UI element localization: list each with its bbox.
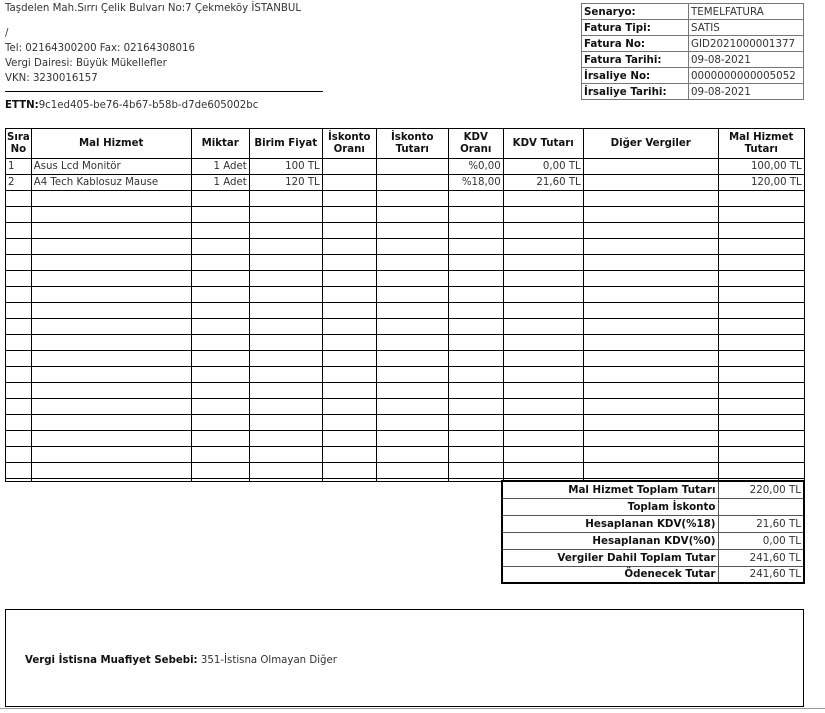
meta-value: 09-08-2021 <box>689 52 804 68</box>
empty-cell <box>583 335 718 351</box>
meta-value: GID2021000001377 <box>689 36 804 52</box>
empty-cell <box>191 367 249 383</box>
empty-cell <box>6 479 32 482</box>
empty-cell <box>718 191 804 207</box>
empty-cell <box>191 415 249 431</box>
empty-cell <box>191 191 249 207</box>
totals-label: Hesaplanan KDV(%18) <box>502 515 718 532</box>
empty-cell <box>448 399 503 415</box>
empty-cell <box>322 303 376 319</box>
empty-cell <box>31 383 191 399</box>
empty-table-row <box>6 287 805 303</box>
empty-cell <box>376 191 448 207</box>
empty-table-row <box>6 223 805 239</box>
empty-cell <box>503 415 583 431</box>
empty-cell <box>6 447 32 463</box>
cell-sira: 1 <box>6 159 32 175</box>
cell-mal-hizmet-tutari: 120,00 TL <box>718 175 804 191</box>
empty-cell <box>503 351 583 367</box>
empty-table-row <box>6 367 805 383</box>
cell-sira: 2 <box>6 175 32 191</box>
empty-cell <box>31 431 191 447</box>
empty-cell <box>718 319 804 335</box>
empty-cell <box>718 271 804 287</box>
cell-birim-fiyat: 100 TL <box>249 159 322 175</box>
empty-cell <box>376 367 448 383</box>
empty-table-row <box>6 303 805 319</box>
empty-cell <box>191 431 249 447</box>
empty-cell <box>322 463 376 479</box>
cell-kdv-tutari: 0,00 TL <box>503 159 583 175</box>
empty-cell <box>583 303 718 319</box>
empty-cell <box>249 239 322 255</box>
empty-cell <box>583 415 718 431</box>
invoice-meta-table <box>581 3 804 100</box>
meta-row <box>582 20 804 36</box>
empty-cell <box>448 463 503 479</box>
empty-cell <box>583 255 718 271</box>
empty-cell <box>583 351 718 367</box>
empty-cell <box>503 367 583 383</box>
empty-cell <box>503 399 583 415</box>
empty-cell <box>376 351 448 367</box>
empty-cell <box>6 351 32 367</box>
empty-cell <box>6 191 32 207</box>
empty-cell <box>448 351 503 367</box>
empty-cell <box>376 335 448 351</box>
empty-cell <box>191 479 249 482</box>
empty-cell <box>448 255 503 271</box>
cell-diger-vergiler <box>583 159 718 175</box>
empty-cell <box>249 271 322 287</box>
empty-cell <box>6 287 32 303</box>
empty-cell <box>31 479 191 482</box>
empty-cell <box>31 335 191 351</box>
empty-cell <box>376 207 448 223</box>
empty-cell <box>249 319 322 335</box>
empty-cell <box>718 351 804 367</box>
meta-label: Fatura Tipi: <box>582 20 689 36</box>
empty-cell <box>31 303 191 319</box>
totals-label: Vergiler Dahil Toplam Tutar <box>502 549 718 566</box>
totals-value: 220,00 TL <box>718 481 804 498</box>
empty-cell <box>191 383 249 399</box>
empty-cell <box>31 351 191 367</box>
empty-cell <box>503 319 583 335</box>
empty-cell <box>448 415 503 431</box>
empty-cell <box>376 223 448 239</box>
empty-cell <box>583 367 718 383</box>
sender-slash: / <box>5 28 9 39</box>
empty-cell <box>583 319 718 335</box>
empty-cell <box>448 271 503 287</box>
empty-cell <box>718 463 804 479</box>
empty-cell <box>249 303 322 319</box>
empty-cell <box>448 383 503 399</box>
empty-table-row <box>6 463 805 479</box>
totals-value: 21,60 TL <box>718 515 804 532</box>
totals-label: Toplam İskonto <box>502 498 718 515</box>
totals-row <box>502 481 804 498</box>
cell-diger-vergiler <box>583 175 718 191</box>
cell-kdv-tutari: 21,60 TL <box>503 175 583 191</box>
empty-cell <box>322 335 376 351</box>
empty-cell <box>249 367 322 383</box>
empty-cell <box>6 239 32 255</box>
empty-cell <box>6 415 32 431</box>
empty-cell <box>6 431 32 447</box>
empty-cell <box>376 319 448 335</box>
empty-cell <box>718 383 804 399</box>
empty-cell <box>249 415 322 431</box>
empty-cell <box>249 431 322 447</box>
empty-cell <box>376 479 448 482</box>
empty-cell <box>322 479 376 482</box>
meta-label: İrsaliye No: <box>582 68 689 84</box>
empty-cell <box>503 255 583 271</box>
empty-cell <box>6 367 32 383</box>
cell-miktar: 1 Adet <box>191 175 249 191</box>
empty-cell <box>503 463 583 479</box>
ettn-line <box>5 100 258 111</box>
empty-cell <box>191 223 249 239</box>
tax-exemption-label: Vergi İstisna Muafiyet Sebebi: <box>25 655 198 666</box>
empty-table-row <box>6 335 805 351</box>
empty-cell <box>191 271 249 287</box>
empty-cell <box>448 319 503 335</box>
empty-cell <box>448 223 503 239</box>
empty-cell <box>448 431 503 447</box>
empty-cell <box>718 367 804 383</box>
cell-mal-hizmet-tutari: 100,00 TL <box>718 159 804 175</box>
cell-iskonto-tutari <box>376 175 448 191</box>
header-kdv-orani: KDV Oranı <box>448 129 503 159</box>
empty-cell <box>583 191 718 207</box>
items-table <box>5 128 805 482</box>
empty-cell <box>31 399 191 415</box>
cell-kdv-orani: %18,00 <box>448 175 503 191</box>
empty-cell <box>249 335 322 351</box>
empty-cell <box>322 271 376 287</box>
ettn-label: ETTN: <box>5 100 39 111</box>
empty-cell <box>376 415 448 431</box>
empty-cell <box>718 415 804 431</box>
empty-cell <box>322 319 376 335</box>
empty-cell <box>322 367 376 383</box>
totals-label: Ödenecek Tutar <box>502 566 718 583</box>
empty-table-row <box>6 351 805 367</box>
header-sira: Sıra No <box>6 129 32 159</box>
header-diger-vergiler: Diğer Vergiler <box>583 129 718 159</box>
empty-table-row <box>6 191 805 207</box>
empty-cell <box>503 223 583 239</box>
header-mal-hizmet: Mal Hizmet <box>31 129 191 159</box>
empty-cell <box>249 447 322 463</box>
empty-cell <box>718 207 804 223</box>
empty-cell <box>503 303 583 319</box>
empty-table-row <box>6 271 805 287</box>
header-miktar: Miktar <box>191 129 249 159</box>
cell-mal-hizmet: A4 Tech Kablosuz Mause <box>31 175 191 191</box>
empty-table-row <box>6 399 805 415</box>
meta-label: İrsaliye Tarihi: <box>582 84 689 100</box>
empty-cell <box>322 431 376 447</box>
totals-row <box>502 549 804 566</box>
meta-row <box>582 36 804 52</box>
cell-miktar: 1 Adet <box>191 159 249 175</box>
meta-value: 09-08-2021 <box>689 84 804 100</box>
empty-cell <box>249 255 322 271</box>
empty-table-row <box>6 255 805 271</box>
empty-cell <box>376 287 448 303</box>
empty-cell <box>376 271 448 287</box>
empty-cell <box>718 335 804 351</box>
empty-cell <box>503 447 583 463</box>
meta-row <box>582 4 804 20</box>
header-mal-hizmet-tutari: Mal Hizmet Tutarı <box>718 129 804 159</box>
table-row <box>6 159 805 175</box>
header-iskonto-tutari: İskonto Tutarı <box>376 129 448 159</box>
empty-table-row <box>6 383 805 399</box>
empty-cell <box>191 351 249 367</box>
empty-cell <box>322 415 376 431</box>
empty-cell <box>31 367 191 383</box>
cell-iskonto-tutari <box>376 159 448 175</box>
empty-cell <box>503 335 583 351</box>
empty-cell <box>31 223 191 239</box>
empty-cell <box>322 207 376 223</box>
empty-cell <box>583 383 718 399</box>
empty-cell <box>6 223 32 239</box>
totals-label: Hesaplanan KDV(%0) <box>502 532 718 549</box>
empty-cell <box>718 287 804 303</box>
empty-table-row <box>6 319 805 335</box>
header-kdv-tutari: KDV Tutarı <box>503 129 583 159</box>
meta-label: Senaryo: <box>582 4 689 20</box>
empty-cell <box>31 319 191 335</box>
empty-cell <box>6 207 32 223</box>
meta-value: TEMELFATURA <box>689 4 804 20</box>
empty-cell <box>249 463 322 479</box>
empty-cell <box>191 399 249 415</box>
empty-cell <box>31 207 191 223</box>
empty-cell <box>376 447 448 463</box>
empty-table-row <box>6 415 805 431</box>
empty-cell <box>322 287 376 303</box>
empty-table-row <box>6 207 805 223</box>
empty-cell <box>6 335 32 351</box>
empty-cell <box>376 463 448 479</box>
empty-cell <box>249 223 322 239</box>
empty-cell <box>503 207 583 223</box>
empty-cell <box>191 239 249 255</box>
empty-cell <box>718 239 804 255</box>
meta-value: 0000000000005052 <box>689 68 804 84</box>
sender-info <box>5 1 325 86</box>
empty-cell <box>31 447 191 463</box>
totals-label: Mal Hizmet Toplam Tutarı <box>502 481 718 498</box>
empty-cell <box>448 207 503 223</box>
header-iskonto-orani: İskonto Oranı <box>322 129 376 159</box>
sender-address: Taşdelen Mah.Sırrı Çelik Bulvarı No:7 Çekmeköy İSTANBUL <box>5 3 302 14</box>
sender-tax-office: Vergi Dairesi: Büyük Mükellefler <box>5 58 167 69</box>
empty-cell <box>376 399 448 415</box>
empty-cell <box>503 287 583 303</box>
sender-divider <box>5 91 323 92</box>
empty-cell <box>376 431 448 447</box>
ettn-value: 9c1ed405-be76-4b67-b58b-d7de605002bc <box>38 100 259 111</box>
empty-cell <box>503 191 583 207</box>
empty-cell <box>583 223 718 239</box>
empty-cell <box>448 479 503 482</box>
totals-row <box>502 498 804 515</box>
cell-kdv-orani: %0,00 <box>448 159 503 175</box>
empty-cell <box>583 287 718 303</box>
sender-vkn: VKN: 3230016157 <box>5 73 98 84</box>
empty-cell <box>376 303 448 319</box>
tax-exemption-line <box>25 655 337 666</box>
empty-cell <box>191 447 249 463</box>
empty-cell <box>503 239 583 255</box>
empty-cell <box>583 207 718 223</box>
empty-cell <box>31 239 191 255</box>
empty-table-row <box>6 447 805 463</box>
empty-cell <box>322 239 376 255</box>
empty-cell <box>31 415 191 431</box>
totals-value <box>718 498 804 515</box>
cell-birim-fiyat: 120 TL <box>249 175 322 191</box>
table-row <box>6 175 805 191</box>
empty-cell <box>6 255 32 271</box>
empty-cell <box>448 367 503 383</box>
empty-table-row <box>6 239 805 255</box>
empty-cell <box>322 447 376 463</box>
empty-cell <box>191 287 249 303</box>
totals-value: 241,60 TL <box>718 566 804 583</box>
empty-cell <box>718 223 804 239</box>
meta-label: Fatura No: <box>582 36 689 52</box>
empty-cell <box>191 303 249 319</box>
meta-value: SATIS <box>689 20 804 36</box>
empty-cell <box>503 271 583 287</box>
empty-cell <box>583 463 718 479</box>
empty-cell <box>583 399 718 415</box>
empty-cell <box>376 255 448 271</box>
empty-cell <box>322 191 376 207</box>
empty-cell <box>322 223 376 239</box>
empty-cell <box>448 239 503 255</box>
cell-iskonto-orani <box>322 175 376 191</box>
meta-row <box>582 52 804 68</box>
cell-iskonto-orani <box>322 159 376 175</box>
empty-cell <box>249 351 322 367</box>
empty-cell <box>322 255 376 271</box>
empty-cell <box>448 287 503 303</box>
sender-phone: Tel: 02164300200 Fax: 02164308016 <box>5 43 195 54</box>
empty-cell <box>249 207 322 223</box>
empty-cell <box>583 239 718 255</box>
empty-cell <box>191 319 249 335</box>
cell-mal-hizmet: Asus Lcd Monitör <box>31 159 191 175</box>
empty-cell <box>718 303 804 319</box>
empty-cell <box>718 255 804 271</box>
empty-table-row <box>6 431 805 447</box>
empty-cell <box>503 431 583 447</box>
empty-cell <box>6 271 32 287</box>
empty-cell <box>322 399 376 415</box>
items-header-row <box>6 129 805 159</box>
empty-cell <box>6 303 32 319</box>
empty-cell <box>448 335 503 351</box>
empty-cell <box>718 399 804 415</box>
totals-value: 241,60 TL <box>718 549 804 566</box>
header-birim-fiyat: Birim Fiyat <box>249 129 322 159</box>
empty-cell <box>191 255 249 271</box>
empty-cell <box>6 463 32 479</box>
meta-label: Fatura Tarihi: <box>582 52 689 68</box>
empty-cell <box>448 303 503 319</box>
empty-cell <box>31 271 191 287</box>
totals-row <box>502 532 804 549</box>
meta-row <box>582 84 804 100</box>
empty-cell <box>448 191 503 207</box>
empty-cell <box>322 351 376 367</box>
empty-cell <box>322 383 376 399</box>
empty-cell <box>376 239 448 255</box>
empty-cell <box>718 447 804 463</box>
empty-cell <box>31 287 191 303</box>
empty-cell <box>448 447 503 463</box>
empty-cell <box>583 431 718 447</box>
totals-value: 0,00 TL <box>718 532 804 549</box>
totals-table <box>501 480 805 584</box>
empty-cell <box>718 431 804 447</box>
empty-cell <box>583 271 718 287</box>
empty-cell <box>503 383 583 399</box>
totals-row <box>502 515 804 532</box>
empty-cell <box>249 191 322 207</box>
empty-cell <box>249 287 322 303</box>
empty-cell <box>249 479 322 482</box>
tax-exemption-box <box>5 609 804 707</box>
totals-row <box>502 566 804 583</box>
empty-cell <box>249 399 322 415</box>
empty-cell <box>6 383 32 399</box>
empty-cell <box>6 319 32 335</box>
empty-cell <box>583 447 718 463</box>
tax-exemption-value: 351-İstisna Olmayan Diğer <box>200 655 337 666</box>
empty-cell <box>31 255 191 271</box>
empty-cell <box>191 335 249 351</box>
page-bottom-edge <box>0 708 825 713</box>
empty-cell <box>31 463 191 479</box>
meta-row <box>582 68 804 84</box>
empty-cell <box>6 399 32 415</box>
empty-cell <box>191 207 249 223</box>
empty-cell <box>376 383 448 399</box>
empty-cell <box>249 383 322 399</box>
empty-cell <box>31 191 191 207</box>
empty-cell <box>191 463 249 479</box>
